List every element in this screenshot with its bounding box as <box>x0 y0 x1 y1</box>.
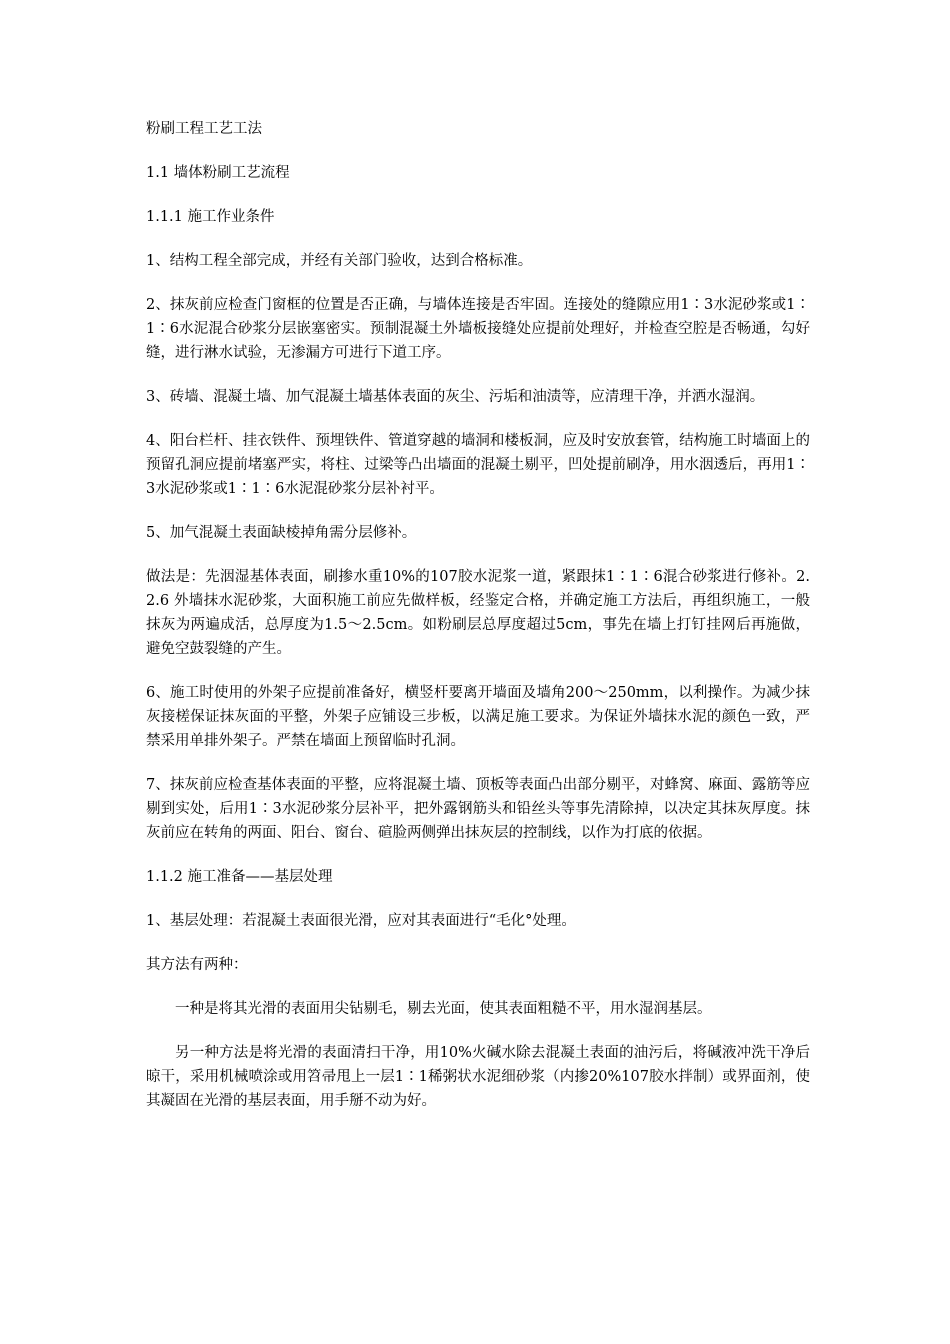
condition-item-6: 6、施工时使用的外架子应提前准备好，横竖杆要离开墙面及墙角200～250mm，以利操作。为减少抹灰接槎保证抹灰面的平整，外架子应铺设三步板，以满足施工要求。为保证外墙抹水泥的颜色一致，严禁采用单排外架子。严禁在墙面上预留临时孔洞。 <box>146 685 810 749</box>
document-title: 粉刷工程工艺工法 <box>146 121 262 137</box>
base-treatment-item-1: 1、基层处理：若混凝土表面很光滑，应对其表面进行“毛化°处理。 <box>146 913 576 929</box>
repair-method-paragraph: 做法是：先洇湿基体表面，刷掺水重10%的107胶水泥浆一道，紧跟抹1∶1∶6混合砂浆进行修补。2.2.6 外墙抹水泥砂浆，大面积施工前应先做样板，经鉴定合格，并确定施工方法后，再组织施工，一般抹灰为两遍成活，总厚度为1.5～2.5cm。如粉刷层总厚度超过5cm，事先在墙上打钉挂网后再施做，避免空鼓裂缝的产生。 <box>146 569 810 657</box>
condition-item-4: 4、阳台栏杆、挂衣铁件、预埋铁件、管道穿越的墙洞和楼板洞，应及时安放套管，结构施工时墙面上的预留孔洞应提前堵塞严实，将柱、过梁等凸出墙面的混凝土剔平，凹处提前刷净，用水洇透后，再用1∶3水泥砂浆或1∶1∶6水泥混砂浆分层补衬平。 <box>146 433 810 497</box>
method-two-paragraph: 另一种方法是将光滑的表面清扫干净，用10%火碱水除去混凝土表面的油污后，将碱液冲洗干净后晾干，采用机械喷涂或用笤帚甩上一层1∶1稀粥状水泥细砂浆（内掺20%107胶水拌制）或界面剂，使其凝固在光滑的基层表面，用手掰不动为好。 <box>146 1045 810 1109</box>
condition-item-2: 2、抹灰前应检查门窗框的位置是否正确，与墙体连接是否牢固。连接处的缝隙应用1∶3水泥砂浆或1∶1∶6水泥混合砂浆分层嵌塞密实。预制混凝土外墙板接缝处应提前处理好，并检查空腔是否畅通，勾好缝，进行淋水试验，无渗漏方可进行下道工序。 <box>146 297 810 361</box>
method-one-paragraph: 一种是将其光滑的表面用尖钻剔毛，剔去光面，使其表面粗糙不平，用水湿润基层。 <box>175 1001 712 1017</box>
condition-item-7: 7、抹灰前应检查基体表面的平整，应将混凝土墙、顶板等表面凸出部分剔平，对蜂窝、麻面、露筋等应剔到实处，后用1∶3水泥砂浆分层补平，把外露钢筋头和铅丝头等事先清除掉，以决定其抹灰厚度。抹灰前应在转角的两面、阳台、窗台、碹脸两侧弹出抹灰层的控制线，以作为打底的依据。 <box>146 777 810 841</box>
section-heading-1-1-1: 1.1.1 施工作业条件 <box>146 209 275 225</box>
section-heading-1-1-2: 1.1.2 施工准备——基层处理 <box>146 869 333 885</box>
condition-item-3: 3、砖墙、混凝土墙、加气混凝土墙基体表面的灰尘、污垢和油渍等，应清理干净，并洒水湿润。 <box>146 389 765 405</box>
condition-item-1: 1、结构工程全部完成，并经有关部门验收，达到合格标准。 <box>146 253 533 269</box>
section-heading-1-1: 1.1 墙体粉刷工艺流程 <box>146 165 290 181</box>
two-methods-intro: 其方法有两种： <box>146 957 248 973</box>
condition-item-5: 5、加气混凝土表面缺棱掉角需分层修补。 <box>146 525 417 541</box>
document-page <box>146 117 810 1133</box>
